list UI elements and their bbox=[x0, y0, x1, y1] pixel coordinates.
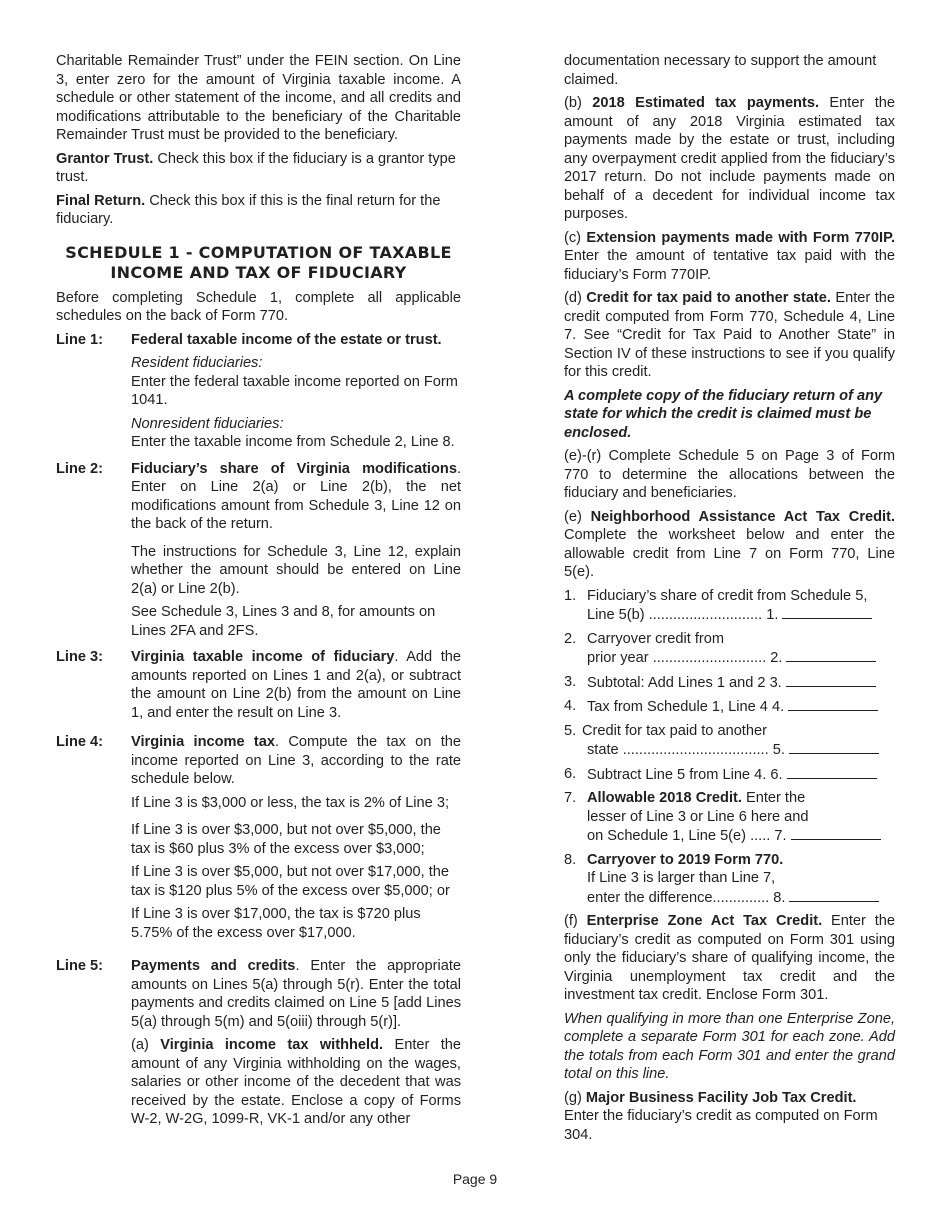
rate-rule-2: If Line 3 is over $3,000, but not over $5,000, the tax is $60 plus 3% of the excess over $3,000; bbox=[131, 822, 441, 857]
worksheet-num: 4. bbox=[564, 698, 577, 714]
line-5e-title: Neighborhood Assistance Act Tax Credit. bbox=[590, 508, 896, 525]
grantor-trust-title: Grantor Trust. bbox=[56, 150, 154, 167]
line-2-see-schedule: See Schedule 3, Lines 3 and 8, for amounts on Lines 2FA and 2FS. bbox=[131, 604, 436, 639]
worksheet-text: Subtotal: Add Lines 1 and 2 3. bbox=[587, 674, 782, 691]
line-5f-prefix: (f) bbox=[564, 913, 587, 929]
line-5f-note: When qualifying in more than one Enterprise Zone, complete a separate Form 301 for each zone. Add the totals from each Form 301 and enter the grand total on this line. bbox=[564, 1010, 895, 1082]
worksheet-item bbox=[564, 722, 895, 760]
worksheet-text: enter the difference.............. 8. bbox=[587, 889, 786, 906]
worksheet-text: Tax from Schedule 1, Line 4 4. bbox=[587, 699, 785, 715]
rate-rule-1: If Line 3 is $3,000 or less, the tax is 2% of Line 3; bbox=[131, 794, 450, 811]
worksheet-text: Line 5(b) ............................ 1. bbox=[587, 607, 779, 623]
grantor-trust-text: Check this box if the fiduciary is a grantor type trust. bbox=[56, 150, 456, 185]
line-3-paragraph bbox=[131, 648, 461, 722]
worksheet-num: 5. bbox=[564, 722, 577, 739]
line-5a-prefix: (a) bbox=[131, 1037, 161, 1053]
line-4-section bbox=[56, 733, 461, 947]
line-3-title: Virginia taxable income of fiduciary bbox=[131, 649, 395, 665]
nonresident-text: Enter the taxable income from Schedule 2, Line 8. bbox=[131, 434, 455, 450]
line-5a-paragraph bbox=[131, 1036, 461, 1129]
schedule-heading-line-1: SCHEDULE 1 - COMPUTATION OF TAXABLE bbox=[65, 242, 452, 262]
final-return-paragraph bbox=[56, 192, 461, 229]
worksheet-text: Subtract Line 5 from Line 4. 6. bbox=[587, 766, 783, 783]
line-5g-paragraph bbox=[564, 1089, 895, 1145]
entry-blank[interactable] bbox=[786, 648, 876, 662]
line-5e-text: Complete the worksheet below and enter the allowable credit from Line 7 on Form 770, Line 5(e). bbox=[564, 527, 895, 580]
worksheet-text: Carryover credit from bbox=[587, 630, 725, 647]
line-5c-text: Enter the amount of tentative tax paid with the fiduciary’s Form 770IP. bbox=[564, 248, 895, 283]
line-5d-title: Credit for tax paid to another state. bbox=[586, 290, 831, 306]
worksheet-num: 7. bbox=[564, 790, 577, 806]
line-5-label: Line 5: bbox=[56, 958, 104, 974]
worksheet-text: Fiduciary’s share of credit from Schedule 5, bbox=[587, 587, 868, 604]
line-5g-title: Major Business Facility Job Tax Credit. bbox=[585, 1089, 857, 1106]
line-5e-paragraph bbox=[564, 508, 895, 582]
line-5g-prefix: (g) bbox=[564, 1089, 586, 1106]
line-5b-text: Enter the amount of any 2018 Virginia estimated tax payments made by the estate or trust, including any overpayment credit applied from the fiduciary’s 2017 return. Do not include payments made on behalf of a decedent for individual income tax purposes. bbox=[564, 95, 896, 222]
line-5b-prefix: (b) bbox=[564, 95, 593, 111]
line-5f-text: Enter the fiduciary’s credit as computed on Form 301 using only the fiduciary’s share of qualifying income, the Virginia unemployment tax credit and the investment tax credit. Enclose Form 301. bbox=[564, 913, 895, 1003]
left-column bbox=[56, 52, 461, 1134]
line-1-label: Line 1: bbox=[56, 331, 104, 348]
resident-text: Enter the federal taxable income reported on Form 1041. bbox=[131, 373, 458, 408]
line-5d-prefix: (d) bbox=[564, 290, 587, 306]
schedule-1-heading bbox=[56, 243, 461, 283]
entry-blank[interactable] bbox=[788, 697, 878, 711]
line-5b-paragraph bbox=[564, 94, 895, 224]
nonresident-label: Nonresident fiduciaries: bbox=[131, 415, 284, 432]
line-5d-text: Enter the credit computed from Form 770, Schedule 4, Line 7. See “Credit for Tax Paid to Another State” in Section IV of these instructions to see if you qualify for this credit. bbox=[564, 290, 895, 380]
line-3-text: . Add the amounts reported on Lines 1 and 2(a), or subtract the amount on Line 2(b) from the amount on Line 1, and enter the result on Line 3. bbox=[131, 649, 461, 721]
line-1-title: Federal taxable income of the estate or trust. bbox=[131, 331, 442, 348]
entry-blank[interactable] bbox=[789, 888, 879, 902]
line-4-text: . Compute the tax on the income reported on Line 3, according to the rate schedule below. bbox=[131, 734, 461, 787]
schedule-heading-line-2: INCOME AND TAX OF FIDUCIARY bbox=[110, 262, 407, 282]
line-3-label: Line 3: bbox=[56, 649, 104, 665]
grantor-trust-paragraph bbox=[56, 150, 461, 187]
page-number: Page 9 bbox=[452, 1171, 498, 1187]
line-5a-title: Virginia income tax withheld. bbox=[160, 1037, 384, 1053]
worksheet-text: on Schedule 1, Line 5(e) ..... 7. bbox=[587, 828, 787, 844]
worksheet-num: 6. bbox=[564, 765, 577, 782]
line-2-section bbox=[56, 460, 461, 646]
before-completing-paragraph: Before completing Schedule 1, complete all applicable schedules on the back of Form 770. bbox=[56, 289, 461, 324]
worksheet-item bbox=[564, 697, 895, 717]
entry-blank[interactable] bbox=[786, 673, 876, 687]
line-5-paragraph bbox=[131, 957, 461, 1031]
line-5b-title: 2018 Estimated tax payments. bbox=[592, 95, 820, 111]
rate-rule-3: If Line 3 is over $5,000, but not over $17,000, the tax is $120 plus 5% of the excess over $5,000; or bbox=[131, 864, 450, 899]
line-5c-title: Extension payments made with Form 770IP. bbox=[586, 229, 895, 246]
line-5-text: . Enter the appropriate amounts on Lines 5(a) through 5(r). Enter the total payments and credits claimed on Line 5 [add Lines 5(a) through 5(m) and 5(oiii) through 5(r)]. bbox=[131, 958, 461, 1030]
final-return-title: Final Return. bbox=[56, 192, 146, 209]
worksheet-text: Enter the bbox=[741, 790, 806, 806]
entry-blank[interactable] bbox=[782, 605, 872, 619]
line-5d-paragraph bbox=[564, 289, 895, 382]
worksheet-bold: Carryover to 2019 Form 770. bbox=[587, 851, 784, 868]
line-5d-note: A complete copy of the fiduciary return of any state for which the credit is claimed must be enclosed. bbox=[564, 387, 883, 441]
worksheet-item bbox=[564, 587, 895, 625]
worksheet-text: state .................................... 5. bbox=[587, 742, 785, 758]
line-4-title: Virginia income tax bbox=[131, 734, 276, 750]
worksheet-text: Credit for tax paid to another bbox=[582, 722, 767, 739]
worksheet-num: 3. bbox=[564, 673, 577, 690]
continued-paragraph: documentation necessary to support the amount claimed. bbox=[564, 53, 877, 88]
worksheet-num: 8. bbox=[564, 851, 577, 868]
resident-label: Resident fiduciaries: bbox=[131, 355, 263, 371]
right-column bbox=[564, 52, 895, 1149]
line-4-paragraph bbox=[131, 733, 461, 789]
intro-paragraph: Charitable Remainder Trust” under the FEIN section. On Line 3, enter zero for the amount of Virginia taxable income. A schedule or other statement of the income, and all credits and modifications attributable to the beneficiary of the Charitable Remainder Trust must be provided to the beneficiary. bbox=[56, 53, 461, 143]
line-5c-paragraph bbox=[564, 229, 895, 285]
line-5c-prefix: (c) bbox=[564, 229, 587, 246]
worksheet-item bbox=[564, 673, 895, 693]
worksheet-item bbox=[564, 630, 895, 668]
line-5a-text: Enter the amount of any Virginia withholding on the wages, salaries or other income of the decedent that was received by the estate. Enclose a copy of Forms W-2, W-2G, 1099-R, VK-1 and/or any other bbox=[131, 1037, 462, 1127]
line-4-label: Line 4: bbox=[56, 734, 104, 750]
line-5g-text: Enter the fiduciary’s credit as computed on Form 304. bbox=[564, 1108, 878, 1143]
entry-blank[interactable] bbox=[791, 826, 881, 840]
line-2-paragraph bbox=[131, 460, 461, 534]
worksheet-item bbox=[564, 789, 895, 846]
line-3-section bbox=[56, 648, 461, 727]
worksheet-item bbox=[564, 851, 895, 908]
entry-blank[interactable] bbox=[789, 740, 879, 754]
line-5f-title: Enterprise Zone Act Tax Credit. bbox=[586, 913, 823, 929]
line-2-text: . Enter on Line 2(a) or Line 2(b), the net modifications amount from Schedule 3, Line 12 on the back of the return. bbox=[131, 460, 461, 532]
line-5e-r-paragraph: (e)-(r) Complete Schedule 5 on Page 3 of Form 770 to determine the allocations between the fiduciary and beneficiaries. bbox=[564, 448, 895, 501]
line-2-title: Fiduciary’s share of Virginia modifications bbox=[131, 460, 457, 477]
worksheet-text: lesser of Line 3 or Line 6 here and bbox=[587, 808, 809, 825]
line-5f-paragraph bbox=[564, 912, 895, 1005]
line-5-title: Payments and credits bbox=[131, 958, 296, 974]
line-2-label: Line 2: bbox=[56, 460, 104, 477]
line-5e-prefix: (e) bbox=[564, 508, 591, 525]
worksheet-num: 2. bbox=[564, 630, 577, 647]
final-return-text: Check this box if this is the final return for the fiduciary. bbox=[56, 192, 441, 227]
rate-rule-4: If Line 3 is over $17,000, the tax is $720 plus 5.75% of the excess over $17,000. bbox=[131, 906, 421, 941]
worksheet-item bbox=[564, 765, 895, 785]
worksheet-text: If Line 3 is larger than Line 7, bbox=[587, 870, 776, 886]
line-5-section bbox=[56, 957, 461, 1134]
entry-blank[interactable] bbox=[787, 765, 877, 779]
line-1-section bbox=[56, 331, 461, 457]
nap-worksheet bbox=[564, 587, 895, 908]
worksheet-bold: Allowable 2018 Credit. bbox=[587, 790, 742, 806]
line-2-instructions: The instructions for Schedule 3, Line 12, explain whether the amount should be entered on Line 2(a) or Line 2(b). bbox=[131, 543, 461, 597]
worksheet-text: prior year ............................ 2. bbox=[587, 650, 783, 666]
worksheet-num: 1. bbox=[564, 587, 577, 604]
